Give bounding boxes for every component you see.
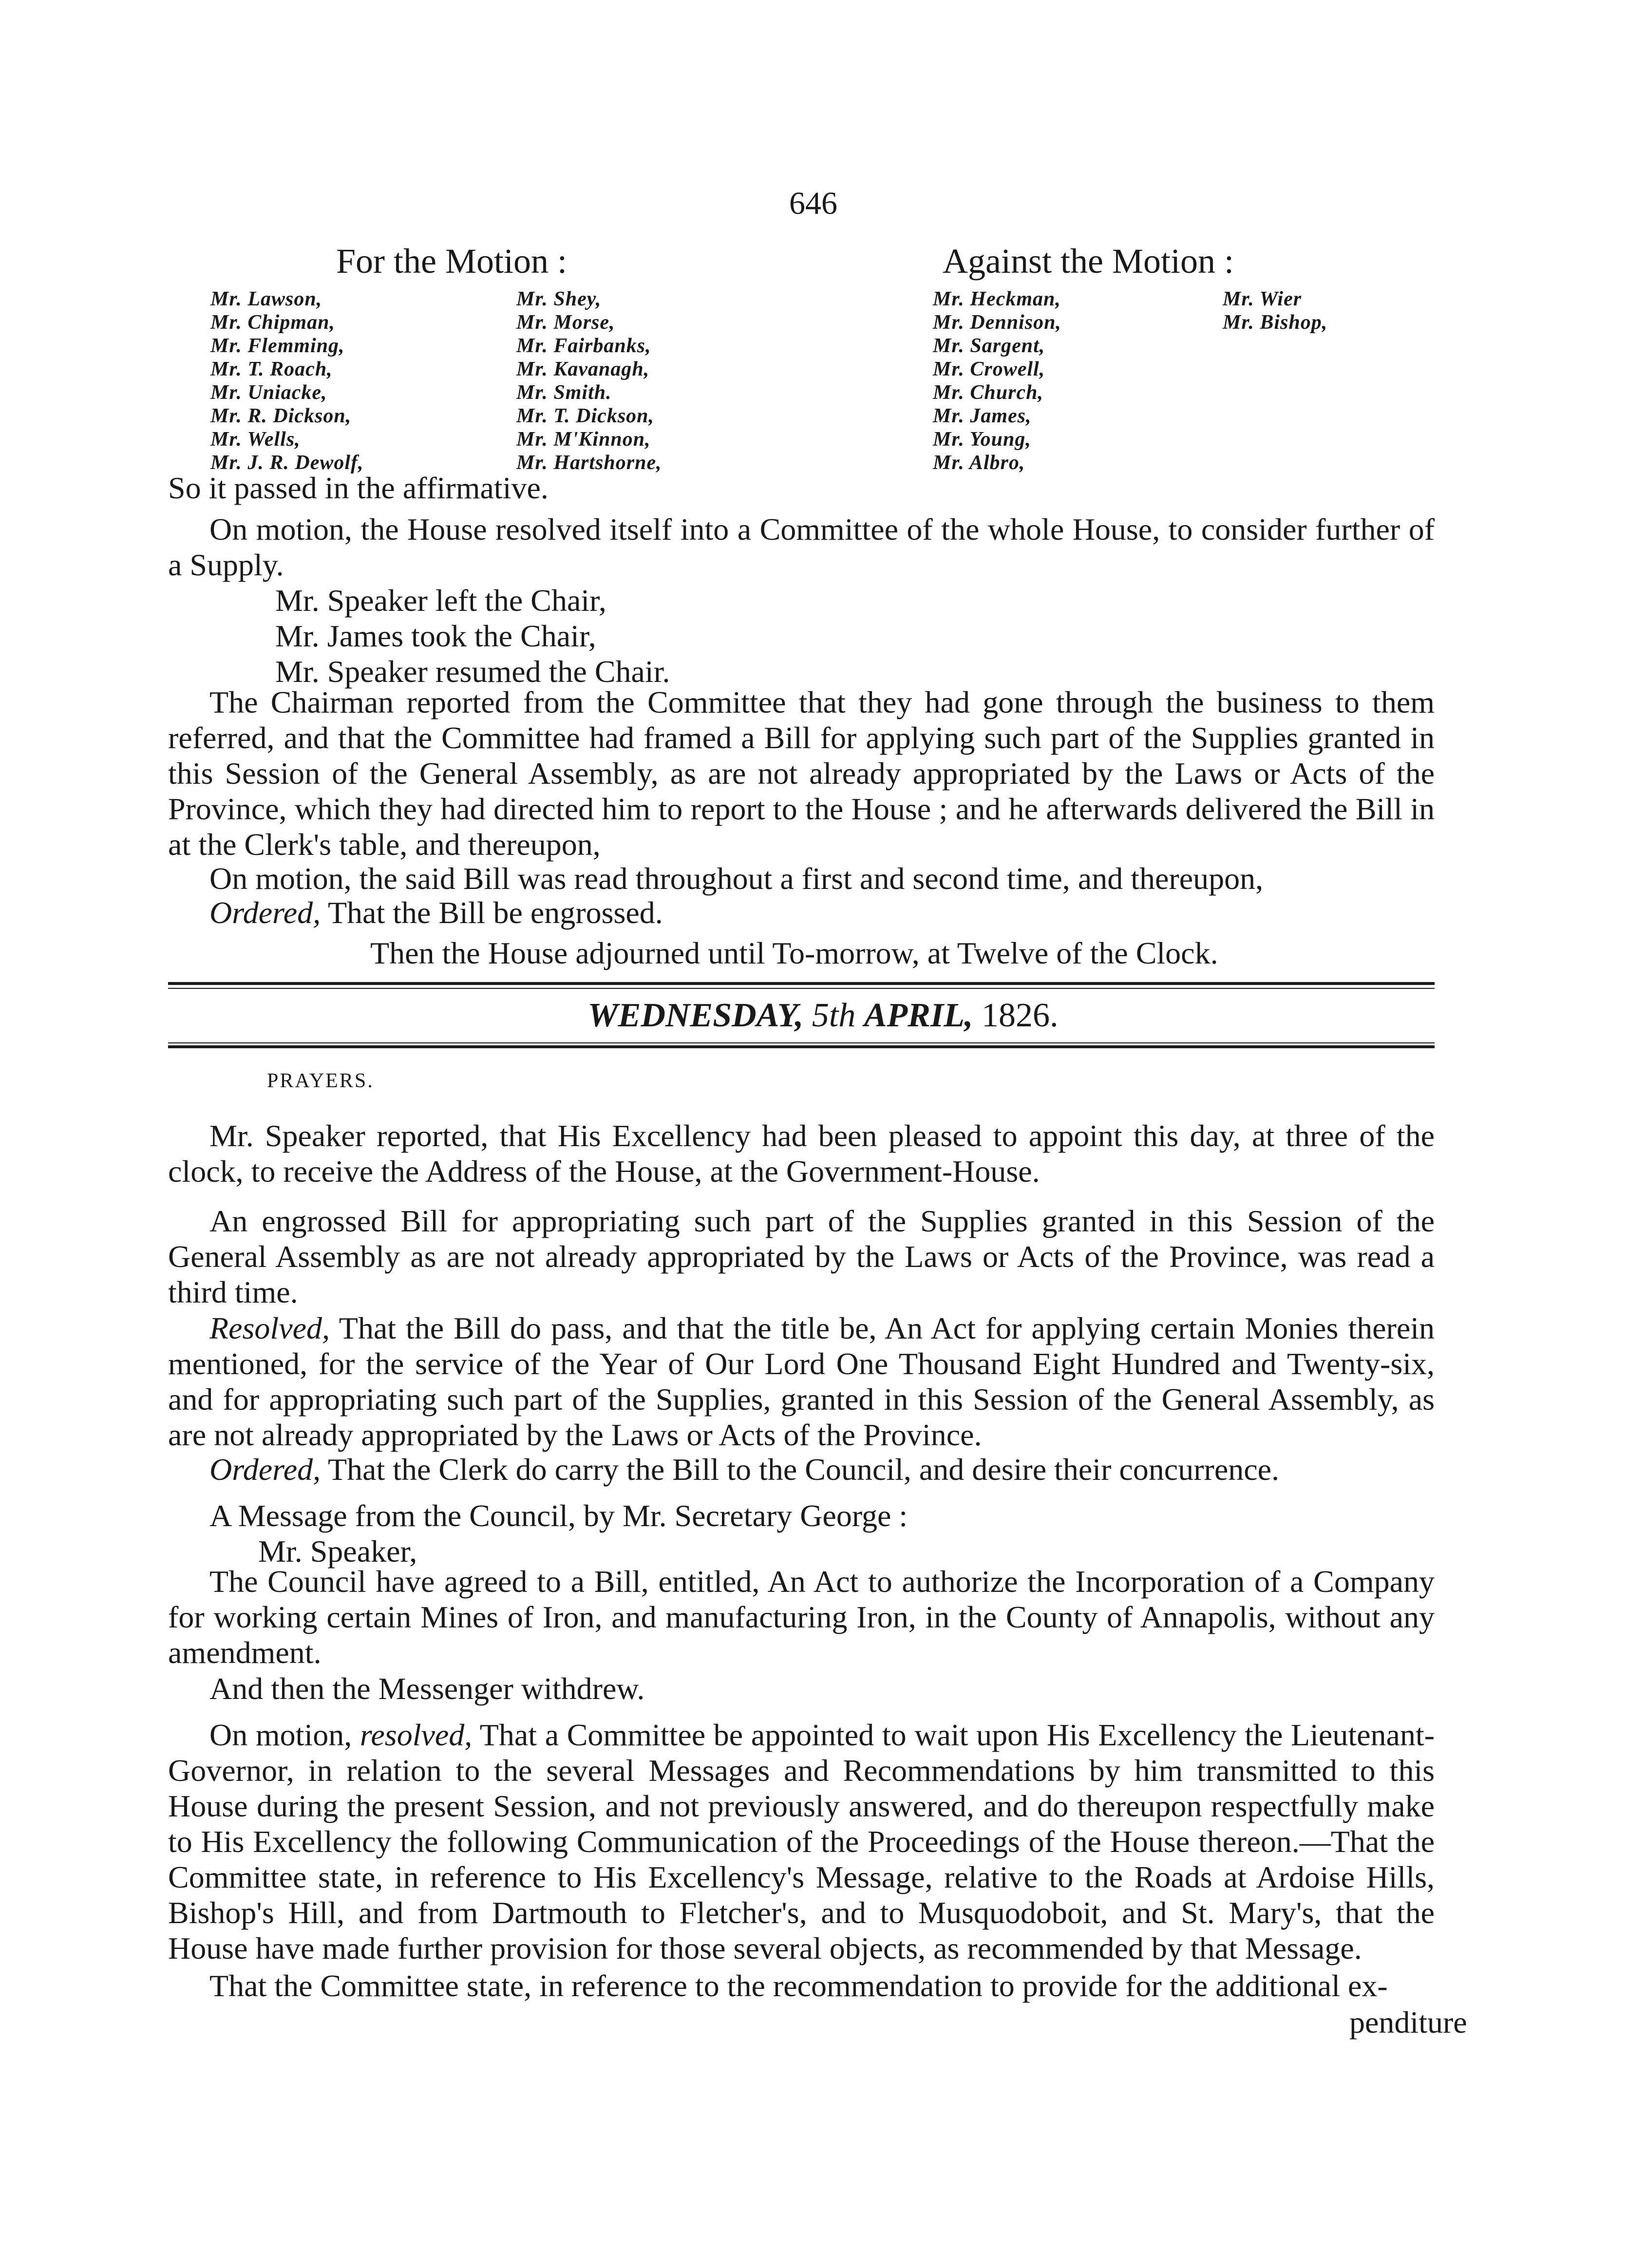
rule-bottom-thin — [168, 1042, 1435, 1043]
voter-name: Mr. Smith. — [516, 381, 612, 404]
voter-name: Mr. Kavanagh, — [516, 358, 650, 380]
voter-name: Mr. Fairbanks, — [516, 335, 651, 357]
voter-name: Mr. Dennison, — [933, 311, 1061, 334]
against-motion-column-1 — [933, 287, 1061, 474]
resolved-label: resolved, — [359, 1718, 473, 1752]
catchword: penditure — [1349, 2005, 1467, 2040]
voter-name: Mr. Flemming, — [210, 335, 345, 357]
voter-name: Mr. Uniacke, — [210, 381, 327, 404]
motion-body: That a Committee be appointed to wait upon His Excellency the Lieutenant-Governor, in relation to the several Messages and Recommendations by him transmitted to this House during the present Session, and not previously answered, and do thereupon respectfully make to His Excellency the following Communication of the Proceedings of the House thereon.—That the Committee state, in reference to His Excellency's Message, relative to the Roads at Ardoise Hills, Bishop's Hill, and from Dartmouth to Fletcher's, and to Musquodoboit, and St. Mary's, that the House have made further provision for those several objects, as recommended by that Message. — [168, 1718, 1435, 1966]
speaker-left-chair: Mr. Speaker left the Chair, — [275, 583, 606, 618]
against-motion-column-2 — [1223, 287, 1327, 334]
resolved-text: That the Bill do pass, and that the title be, An Act for applying certain Monies therein mentioned, for the service of the Year of Our Lord One Thousand Eight Hundred and Twenty-six, and for appropriating such part of the Supplies, granted in this Session of the General Assembly, as are not already appropriated by the Laws or Acts of the Province. — [168, 1311, 1435, 1452]
voter-name: Mr. Morse, — [516, 311, 615, 334]
voter-name: Mr. James, — [933, 405, 1032, 427]
paragraph-council-agreed: The Council have agreed to a Bill, entitled, An Act to authorize the Incorporation of a Company for working certain Mines of Iron, and manufacturing Iron, in the County of Annapolis, without any amendment. — [168, 1564, 1435, 1670]
paragraph-ordered-clerk — [168, 1452, 1435, 1487]
paragraph-chairman-report: The Chairman reported from the Committee that they had gone through the business to them referred, and that the Committee had framed a Bill for applying such part of the Supplies granted in this Session of the General Assembly, as are not already appropriated by the Laws or Acts of the Province, which they had directed him to report to the House ; and he afterwards delivered the Bill in at the Clerk's table, and thereupon, — [168, 685, 1435, 862]
voter-name: Mr. Hartshorne, — [516, 452, 662, 474]
message-address: Mr. Speaker, — [258, 1534, 417, 1569]
for-motion-heading: For the Motion : — [336, 242, 568, 281]
motion-text: On motion, — [209, 1718, 360, 1752]
paragraph-additional-expenditure: That the Committee state, in reference to the recommendation to provide for the additional ex- — [209, 1968, 1388, 2003]
ordered-label: Ordered, — [209, 1452, 321, 1487]
voter-name: Mr. Wells, — [210, 428, 301, 451]
rule-top-thin — [168, 988, 1435, 989]
ordered-text: That the Bill be engrossed. — [321, 895, 663, 930]
james-took-chair: Mr. James took the Chair, — [275, 619, 596, 653]
rule-bottom-thick — [168, 1045, 1435, 1048]
paragraph-resolved — [168, 1310, 1435, 1453]
resolved-label: Resolved, — [209, 1311, 330, 1345]
paragraph-speaker-reported: Mr. Speaker reported, that His Excellency had been pleased to appoint this day, at three of the clock, to receive the Address of the House, at the Government-House. — [168, 1118, 1435, 1189]
paragraph-bill-read: On motion, the said Bill was read throughout a first and second time, and thereupon, — [209, 861, 1264, 896]
paragraph-committee-appointed — [168, 1717, 1435, 1966]
for-motion-column-2 — [516, 287, 662, 474]
voter-name: Mr. Bishop, — [1223, 311, 1328, 334]
paragraph-committee-motion: On motion, the House resolved itself into a Committee of the whole House, to consider further of a Supply. — [168, 512, 1435, 582]
voter-name: Mr. M'Kinnon, — [516, 428, 651, 451]
voter-name: Mr. Wier — [1223, 288, 1302, 310]
voter-name: Mr. Chipman, — [210, 311, 335, 334]
date-month: APRIL, — [864, 997, 973, 1034]
ordered-label: Ordered, — [209, 895, 321, 930]
voter-name: Mr. R. Dickson, — [210, 405, 352, 427]
voter-name: Mr. T. Dickson, — [516, 405, 655, 427]
date-day: WEDNESDAY, — [587, 997, 804, 1034]
prayers-heading: PRAYERS. — [267, 1070, 374, 1092]
voter-name: Mr. J. R. Dewolf, — [210, 452, 364, 474]
for-motion-column-1 — [210, 287, 364, 474]
ordered-text: That the Clerk do carry the Bill to the Council, and desire their concurrence. — [321, 1452, 1280, 1487]
paragraph-messenger-withdrew: And then the Messenger withdrew. — [209, 1671, 645, 1706]
voter-name: Mr. Heckman, — [933, 288, 1061, 310]
date-year: 1826. — [973, 997, 1059, 1034]
paragraph-message-council: A Message from the Council, by Mr. Secretary George : — [209, 1498, 908, 1533]
paragraph-ordered-engrossed — [168, 895, 1435, 930]
voter-name: Mr. Church, — [933, 381, 1043, 404]
voter-name: Mr. Albro, — [933, 452, 1025, 474]
voter-name: Mr. Sargent, — [933, 335, 1045, 357]
voter-name: Mr. Young, — [933, 428, 1031, 451]
rule-top-thick — [168, 982, 1435, 985]
voter-name: Mr. T. Roach, — [210, 358, 333, 380]
against-motion-heading: Against the Motion : — [943, 242, 1234, 281]
voter-name: Mr. Crowell, — [933, 358, 1045, 380]
voter-name: Mr. Shey, — [516, 288, 602, 310]
speaker-resumed-chair: Mr. Speaker resumed the Chair. — [275, 654, 670, 689]
voter-name: Mr. Lawson, — [210, 288, 322, 310]
vote-result: So it passed in the affirmative. — [168, 471, 549, 505]
date-heading — [0, 996, 1646, 1035]
paragraph-engrossed-bill: An engrossed Bill for appropriating such part of the Supplies granted in this Session of the General Assembly as are not already appropriated by the Laws or Acts of the Province, was read a third time. — [168, 1204, 1435, 1309]
adjournment-line: Then the House adjourned until To-morrow, at Twelve of the Clock. — [370, 936, 1218, 970]
page-number: 646 — [789, 186, 837, 221]
date-number: 5th — [803, 997, 864, 1034]
